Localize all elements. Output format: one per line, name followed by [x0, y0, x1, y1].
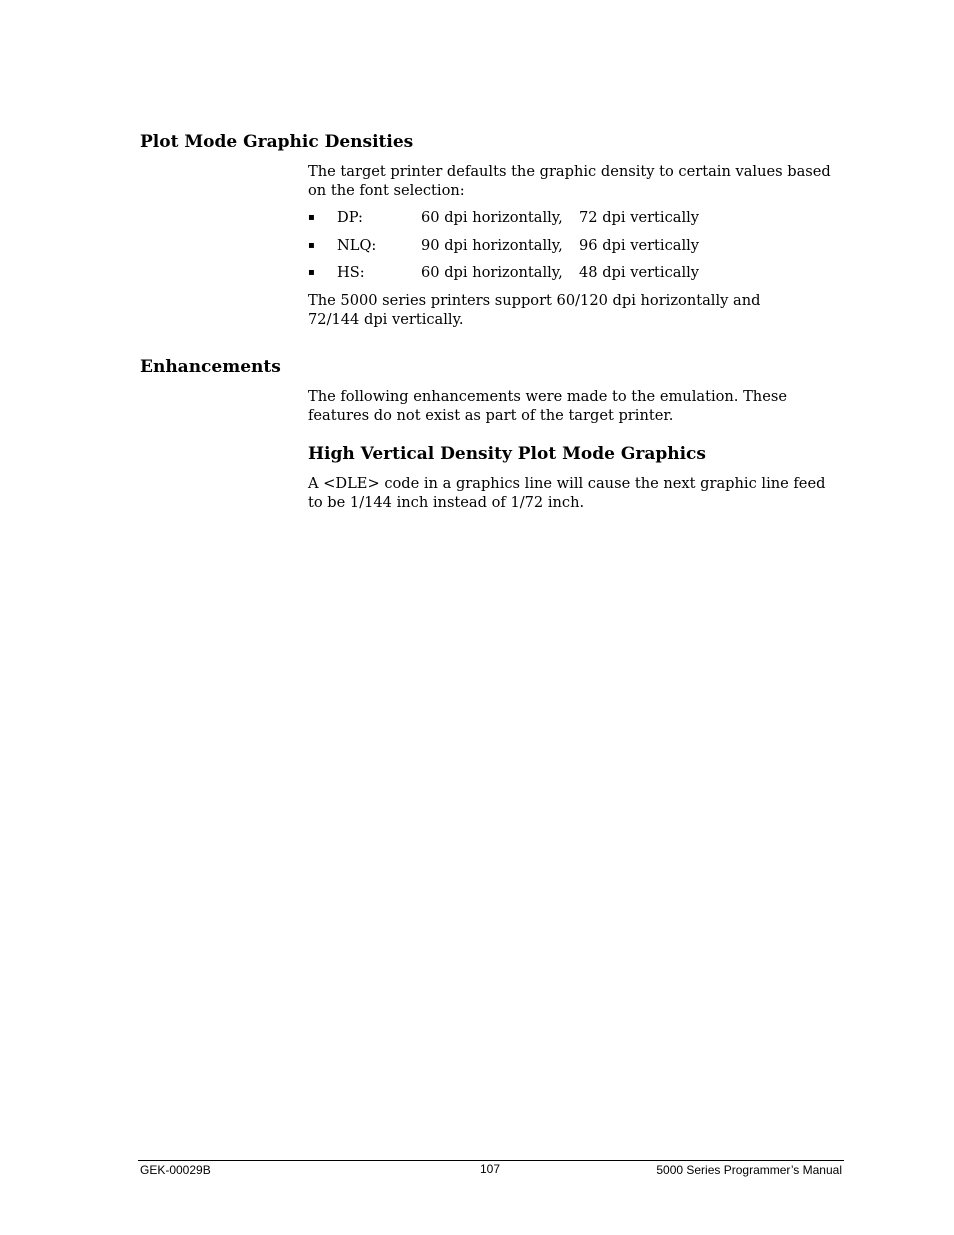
plot-mode-intro: The target printer defaults the graphic density to certain values based on the font selection:	[308, 163, 831, 199]
font-mode-label: HS:	[337, 264, 365, 281]
footer-doc-number: GEK-00029B	[140, 1163, 211, 1177]
enhancements-intro: The following enhancements were made to the emulation. These features do not exist as part of the target printer.	[308, 388, 787, 424]
high-vertical-density-heading: High Vertical Density Plot Mode Graphics	[308, 444, 706, 464]
plot-mode-closing: The 5000 series printers support 60/120 dpi horizontally and 72/144 dpi vertically.	[308, 292, 761, 328]
horizontal-density: 90 dpi horizontally,	[421, 237, 563, 254]
footer-divider	[138, 1160, 844, 1161]
horizontal-density: 60 dpi horizontally,	[421, 209, 563, 226]
vertical-density: 96 dpi vertically	[579, 237, 700, 254]
bullet-icon: ▪	[308, 212, 315, 223]
font-mode-label: NLQ:	[337, 237, 377, 254]
footer-manual-title: 5000 Series Programmer’s Manual	[656, 1163, 842, 1177]
horizontal-density: 60 dpi horizontally,	[421, 264, 563, 281]
vertical-density: 48 dpi vertically	[579, 264, 700, 281]
vertical-density: 72 dpi vertically	[579, 209, 700, 226]
bullet-icon: ▪	[308, 267, 315, 278]
font-mode-label: DP:	[337, 209, 363, 226]
footer-page-number: 107	[480, 1162, 501, 1176]
plot-mode-heading: Plot Mode Graphic Densities	[140, 132, 414, 152]
enhancements-heading: Enhancements	[140, 357, 281, 377]
bullet-icon: ▪	[308, 240, 315, 251]
high-vertical-density-body: A <DLE> code in a graphics line will cause the next graphic line feed to be 1/144 inch instead of 1/72 inch.	[308, 475, 826, 511]
